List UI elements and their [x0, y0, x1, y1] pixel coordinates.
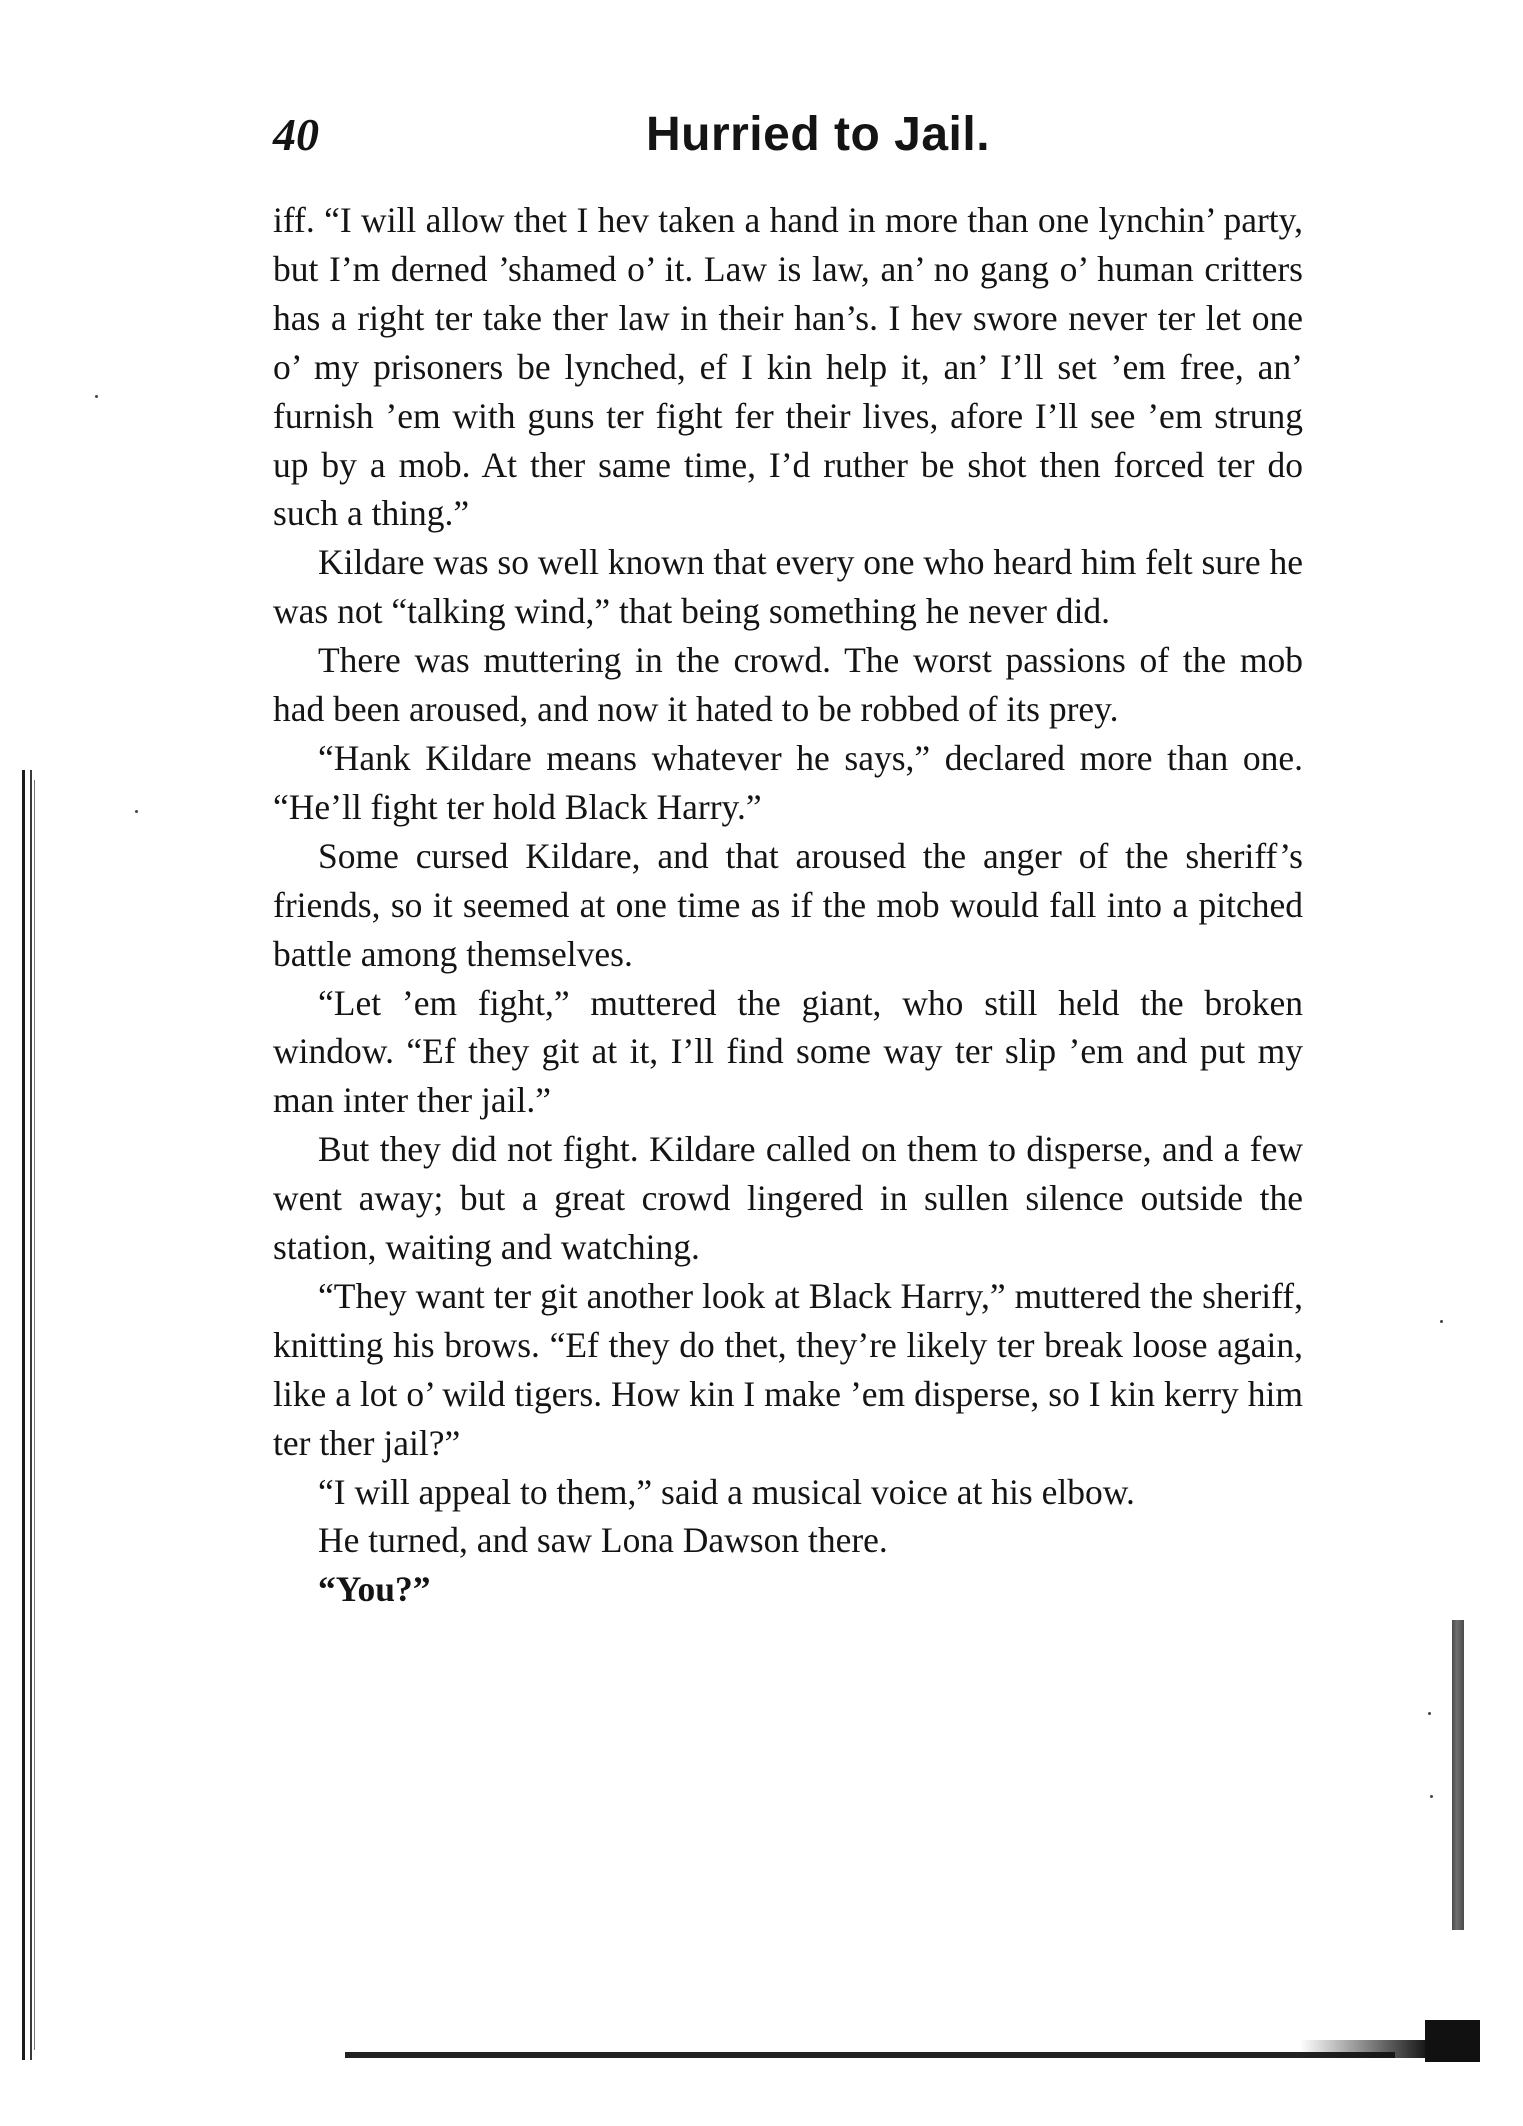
- page-number: 40: [273, 109, 319, 160]
- scan-speck: [1430, 1795, 1433, 1798]
- paragraph: There was muttering in the crowd. The worst passions of the mob had been aroused, and now it hated to be robbed of its prey.: [273, 640, 1303, 730]
- scan-artifact: [1452, 1620, 1464, 1930]
- scan-speck: [95, 395, 98, 398]
- paragraph: Kildare was so well known that every one who heard him felt sure he was not “talking wind,” that being something he never did.: [273, 542, 1303, 632]
- binding-edge-line: [30, 770, 32, 2060]
- paragraph: Some cursed Kildare, and that aroused the anger of the sheriff’s friends, so it seemed at one time as if the mob would fall into a pitched battle among themselves.: [273, 835, 1303, 974]
- bottom-rule-end: [1425, 2020, 1480, 2062]
- paragraph: “You?”: [318, 1569, 431, 1610]
- page-header: [273, 100, 1303, 170]
- scan-speck: [1440, 1320, 1443, 1323]
- bottom-rule-taper: [1300, 2040, 1430, 2058]
- paragraph: “Let ’em fight,” muttered the giant, who still held the broken window. “Ef they git at it, I’ll find some way ter slip ’em and put my man inter ther jail.”: [273, 982, 1303, 1121]
- paragraph: But they did not fight. Kildare called on them to disperse, and a few went away; but a great crowd lingered in sullen silence outside the station, waiting and watching.: [273, 1129, 1303, 1268]
- paragraph: iff. “I will allow thet I hev taken a hand in more than one lynchin’ party, but I’m derned ’shamed o’ it. Law is law, an’ no gang o’ human critters has a right ter take ther law in their han’s. I hev swore never ter let one o’ my prisoners be lynched, ef I kin help it, an’ I’ll set ’em free, an’ furnish ’em with guns ter fight fer their lives, afore I’ll see ’em strung up by a mob. At ther same time, I’d ruther be shot then forced ter do such a thing.”: [273, 200, 1303, 534]
- binding-edge-line: [34, 780, 35, 2050]
- body-text: [273, 196, 1303, 1614]
- paragraph: “I will appeal to them,” said a musical voice at his elbow.: [318, 1471, 1135, 1512]
- bottom-rule: [345, 2052, 1395, 2058]
- paragraph: “Hank Kildare means whatever he says,” declared more than one. “He’ll fight ter hold Black Harry.”: [273, 737, 1303, 827]
- paragraph: “They want ter git another look at Black Harry,” muttered the sheriff, knitting his brows. “Ef they do thet, they’re likely ter break loose again, like a lot o’ wild tigers. How kin I make ’em disperse, so I kin kerry him ter ther jail?”: [273, 1275, 1303, 1463]
- scan-speck: [135, 810, 138, 813]
- binding-edge-line: [22, 770, 25, 2060]
- running-head: Hurried to Jail.: [645, 108, 991, 161]
- paragraph: He turned, and saw Lona Dawson there.: [318, 1520, 888, 1561]
- scan-speck: [1428, 1712, 1431, 1715]
